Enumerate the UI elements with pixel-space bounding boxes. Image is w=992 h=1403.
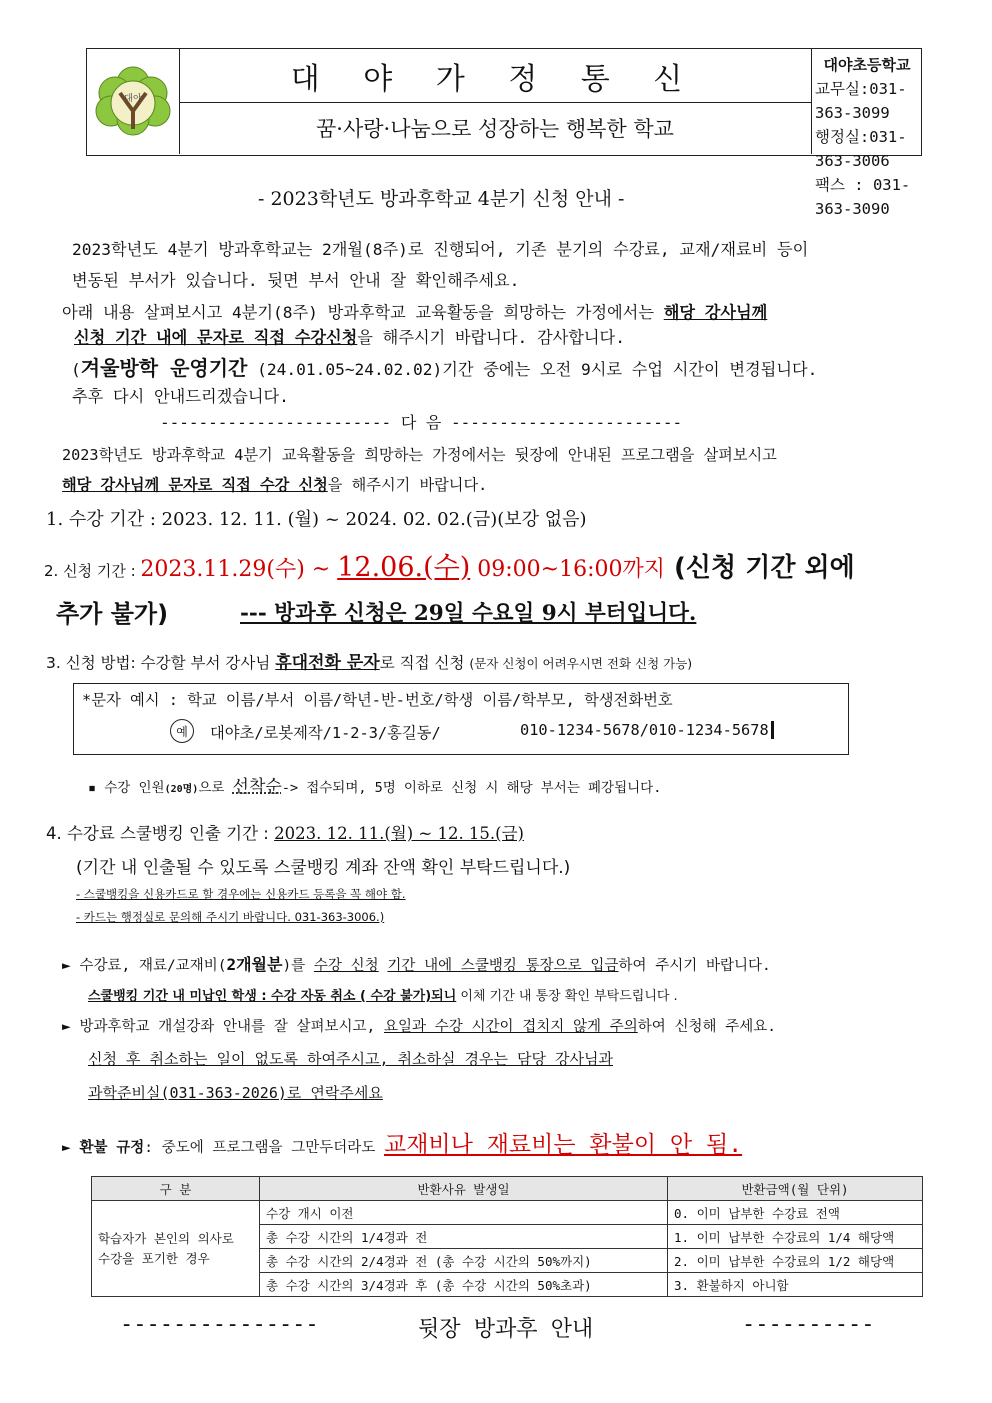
example-mark-icon: 예 — [170, 719, 194, 743]
school-name: 대야초등학교 — [823, 56, 911, 74]
intro-text-2: 을 해주시기 바랍니다. 감사합니다. — [357, 328, 625, 347]
sms-example-sample: 대야초/로봇제작/1-2-3/홍길동/ — [210, 724, 441, 742]
fee-two-months: 2개월분 — [226, 955, 283, 974]
application-start-note: --- 방과후 신청은 29일 수요일 9시 부터입니다. — [240, 601, 697, 626]
notice-text: 을 해주시기 바랍니다. — [327, 476, 488, 494]
notice-line-2 — [62, 474, 487, 495]
footer-next-page-label: 뒷장 방과후 안내 — [418, 1317, 594, 1342]
table-header: 반환금액(월 단위) — [668, 1177, 923, 1201]
intro-line-1: 2023학년도 4분기 방과후학교는 2개월(8주)로 진행되어, 기존 분기의 수강료, 교재/재료비 등이 — [72, 240, 809, 259]
notice-underline: 해당 강사님께 문자로 직접 수강 신청 — [62, 476, 328, 494]
cancel-note-line-1: 신청 후 취소하는 일이 없도록 하여주시고, 취소하실 경우는 담당 강사님과 — [88, 1050, 614, 1068]
method-text-2: 로 직접 신청 — [379, 654, 470, 672]
refund-category-cell — [92, 1201, 260, 1297]
banking-subnote: (기간 내 인출될 수 있도록 스쿨뱅킹 계좌 잔액 확인 부탁드립니다.) — [76, 858, 571, 878]
table-cell: 2. 이미 납부한 수강료의 1/2 해당액 — [668, 1249, 923, 1273]
capacity-note — [88, 772, 661, 797]
item-banking-period — [46, 820, 524, 844]
capacity-text: ▪ 수강 인원 — [88, 780, 165, 796]
sms-example-phone: 010-1234-5678/010-1234-5678 — [520, 721, 774, 739]
intro-line-4 — [74, 324, 625, 348]
application-line-2: 추가 불가) — [56, 600, 169, 628]
application-time: 09:00~16:00까지 — [470, 557, 665, 582]
refund-marker: ► — [62, 1140, 80, 1156]
schedule-text: ► 방과후학교 개설강좌 안내를 잘 살펴보시고, — [62, 1019, 384, 1035]
no-refund-warning: 교재비나 재료비는 환불이 안 됨. — [383, 1132, 743, 1158]
section-divider: ------------------------ 다 음 ------------------------ — [160, 413, 683, 432]
phone-admin: 행정실:031-363-3006 — [815, 128, 907, 170]
intro-underline-2: 신청 기간 내에 문자로 직접 수강신청 — [74, 328, 358, 347]
item-application-period — [44, 545, 855, 584]
school-motto: 꿈·사랑·나눔으로 성장하는 행복한 학교 — [179, 102, 812, 154]
refund-text: : 중도에 프로그램을 그만두더라도 — [144, 1140, 384, 1156]
table-cell: 총 수강 시간의 3/4경과 후 (총 수강 시간의 50%초과) — [260, 1273, 668, 1297]
document-title: - 2023학년도 방과후학교 4분기 신청 안내 - — [258, 188, 625, 210]
intro-line-6: 추후 다시 안내드리겠습니다. — [72, 387, 289, 406]
unpaid-text: 이체 기간 내 통장 확인 부탁드립니다 . — [456, 989, 678, 1004]
method-note: (문자 신청이 어려우시면 전화 신청 가능) — [469, 656, 693, 671]
table-cell: 1. 이미 납부한 수강료의 1/4 해당액 — [668, 1225, 923, 1249]
schedule-text-2: 하여 신청해 주세요. — [637, 1019, 776, 1035]
intro-line-5 — [71, 352, 817, 381]
winter-period-text: (24.01.05~24.02.02)기간 중에는 오전 9시로 수업 시간이 변경됩니다. — [247, 360, 818, 379]
table-cell: 3. 환불하지 아니함 — [668, 1273, 923, 1297]
bullet-fee-line-2 — [88, 985, 678, 1004]
sms-example-box — [73, 683, 849, 755]
bullet-fee-deposit — [62, 952, 771, 975]
table-row — [92, 1201, 923, 1225]
bullet-refund-rule — [62, 1126, 742, 1159]
fee-text-2: )를 — [282, 958, 314, 974]
intro-line-2: 변동된 부서가 있습니다. 뒷면 부서 안내 잘 확인해주세요. — [72, 271, 520, 290]
item-application-method — [46, 648, 692, 673]
table-header: 구 분 — [92, 1177, 260, 1201]
intro-underline: 해당 강사님께 — [663, 303, 768, 322]
application-start: 2023.11.29(수) ~ — [140, 557, 338, 582]
refund-rule-label: 환불 규정 — [79, 1140, 145, 1156]
intro-paren: ( — [71, 360, 81, 379]
fee-underline-2: 기간 내에 스쿨뱅킹 통장으로 입금 — [387, 958, 619, 974]
sms-example-format: *문자 예시 : 학교 이름/부서 이름/학년-반-번호/학생 이름/학부모, 학생전화번호 — [82, 691, 673, 709]
application-label: 2. 신청 기간 : — [44, 562, 141, 580]
cancel-note-line-2: 과학준비실(031-363-2026)로 연락주세요 — [88, 1084, 383, 1102]
capacity-count: (20명) — [164, 784, 199, 795]
phone-office: 교무실:031-363-3099 — [815, 80, 907, 122]
table-cell: 총 수강 시간의 1/4경과 전 — [260, 1225, 668, 1249]
footer-dash-left: --------------- — [120, 1312, 319, 1337]
refund-table — [91, 1176, 923, 1297]
banking-dates: 2023. 12. 11.(월) ~ 12. 15.(금) — [274, 824, 524, 843]
banking-note-contact: - 카드는 행정실로 문의해 주시기 바랍니다. 031-363-3006.) — [76, 910, 385, 924]
intro-text: 아래 내용 살펴보시고 4분기(8주) 방과후학교 교육활동을 희망하는 가정에서는 — [62, 303, 664, 322]
logo-text: 대야 — [124, 94, 142, 104]
schedule-underline: 요일과 수강 시간이 겹치지 않게 주의 — [383, 1019, 638, 1035]
table-cell: 0. 이미 납부한 수강료 전액 — [668, 1201, 923, 1225]
first-come-label: 선착순 — [232, 777, 282, 797]
newsletter-title: 대 야 가 정 통 신 — [179, 49, 812, 103]
capacity-text-3: -> 접수되며, 5명 이하로 신청 시 해당 부서는 폐강됩니다. — [281, 780, 662, 796]
footer-dash-right: ---------- — [742, 1312, 875, 1337]
application-tail: (신청 기간 외에 — [664, 553, 855, 583]
category-line-1: 학습자가 본인의 의사로 — [98, 1230, 234, 1246]
notice-line-1: 2023학년도 방과후학교 4분기 교육활동을 희망하는 가정에서는 뒷장에 안내된 프로그램을 살펴보시고 — [62, 446, 777, 464]
application-end: 12.06.(수) — [337, 552, 471, 583]
method-underline: 휴대전화 문자 — [275, 653, 380, 673]
category-line-2: 수강을 포기한 경우 — [98, 1250, 210, 1266]
winter-period-label: 겨울방학 운영기간 — [80, 356, 248, 380]
capacity-text-2: 으로 — [198, 780, 233, 796]
fee-text-3: 하여 주시기 바랍니다. — [618, 958, 771, 974]
table-cell: 총 수강 시간의 2/4경과 전 (총 수강 시간의 50%까지) — [260, 1249, 668, 1273]
fee-underline-1: 수강 신청 — [313, 958, 379, 974]
table-header: 반환사유 발생일 — [260, 1177, 668, 1201]
bullet-schedule — [62, 1015, 776, 1036]
banking-note-card: - 스쿨뱅킹을 신용카드로 할 경우에는 신용카드 등록을 꼭 해야 함. — [76, 887, 406, 901]
item-course-period: 1. 수강 기간 : 2023. 12. 11. (월) ~ 2024. 02. 02.(금)(보강 없음) — [46, 509, 587, 530]
unpaid-warning: 스쿨뱅킹 기간 내 미납인 학생 : 수강 자동 취소 ( 수강 불가)되니 — [88, 989, 457, 1004]
banking-text: 4. 수강료 스쿨뱅킹 인출 기간 : — [46, 824, 275, 843]
table-header-row — [92, 1177, 923, 1201]
school-logo — [87, 49, 180, 154]
fax-number: 팩스 : 031-363-3090 — [815, 176, 911, 218]
method-text: 3. 신청 방법: 수강할 부서 강사님 — [46, 654, 276, 672]
intro-line-3 — [62, 299, 767, 323]
fee-text: ► 수강료, 재료/교재비( — [62, 958, 227, 974]
contact-block — [815, 53, 919, 221]
table-cell: 수강 개시 이전 — [260, 1201, 668, 1225]
